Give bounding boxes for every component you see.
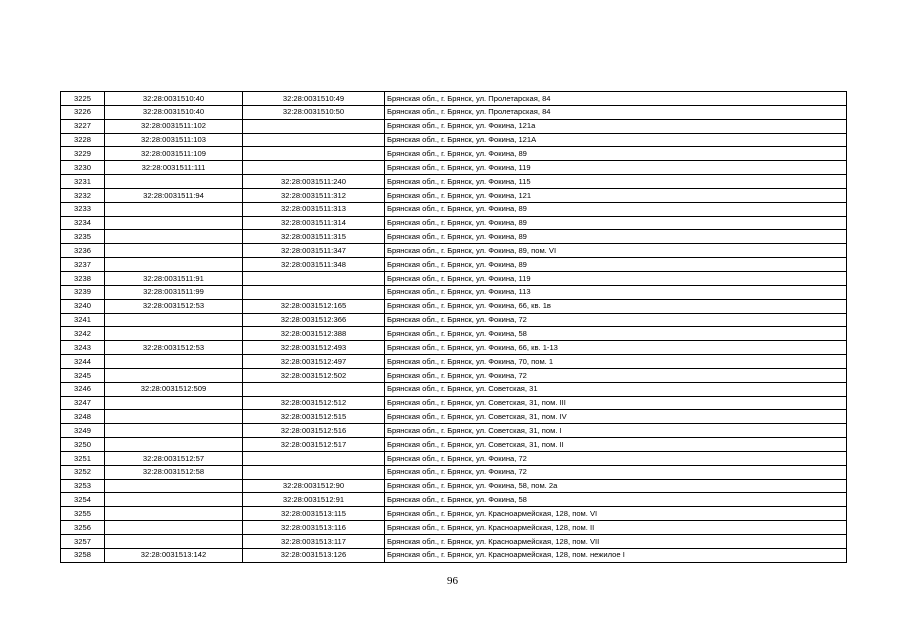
table-row xyxy=(61,258,847,272)
row-number-cell: 3226 xyxy=(61,105,105,119)
table-row xyxy=(61,382,847,396)
cadastral-number-cell: 32:28:0031511:312 xyxy=(243,188,385,202)
table-row xyxy=(61,548,847,562)
cadastral-number-cell: 32:28:0031512:512 xyxy=(243,396,385,410)
row-number-cell: 3245 xyxy=(61,368,105,382)
address-cell: Брянская обл., г. Брянск, ул. Фокина, 89 xyxy=(385,147,847,161)
address-cell: Брянская обл., г. Брянск, ул. Советская, 31, пом. IV xyxy=(385,410,847,424)
row-number-cell: 3230 xyxy=(61,161,105,175)
parent-cadastral-number-cell: 32:28:0031513:142 xyxy=(105,548,243,562)
parent-cadastral-number-cell xyxy=(105,355,243,369)
row-number-cell: 3234 xyxy=(61,216,105,230)
cadastral-number-cell xyxy=(243,161,385,175)
address-cell: Брянская обл., г. Брянск, ул. Красноармейская, 128, пом. нежилое I xyxy=(385,548,847,562)
cadastral-number-cell: 32:28:0031511:240 xyxy=(243,175,385,189)
parent-cadastral-number-cell: 32:28:0031510:40 xyxy=(105,105,243,119)
row-number-cell: 3252 xyxy=(61,465,105,479)
address-cell: Брянская обл., г. Брянск, ул. Фокина, 58, пом. 2а xyxy=(385,479,847,493)
cadastral-number-cell xyxy=(243,133,385,147)
cadastral-number-cell xyxy=(243,271,385,285)
table-row xyxy=(61,521,847,535)
table-row xyxy=(61,92,847,106)
row-number-cell: 3243 xyxy=(61,341,105,355)
parent-cadastral-number-cell: 32:28:0031511:94 xyxy=(105,188,243,202)
parent-cadastral-number-cell xyxy=(105,424,243,438)
row-number-cell: 3229 xyxy=(61,147,105,161)
parent-cadastral-number-cell xyxy=(105,313,243,327)
cadastral-number-cell: 32:28:0031512:366 xyxy=(243,313,385,327)
parent-cadastral-number-cell: 32:28:0031510:40 xyxy=(105,92,243,106)
parent-cadastral-number-cell xyxy=(105,521,243,535)
address-cell: Брянская обл., г. Брянск, ул. Фокина, 72 xyxy=(385,451,847,465)
cadastral-number-cell: 32:28:0031511:313 xyxy=(243,202,385,216)
cadastral-number-cell: 32:28:0031511:315 xyxy=(243,230,385,244)
page-number: 96 xyxy=(447,575,458,587)
cadastral-number-cell: 32:28:0031512:515 xyxy=(243,410,385,424)
table-row xyxy=(61,133,847,147)
address-cell: Брянская обл., г. Брянск, ул. Фокина, 72 xyxy=(385,465,847,479)
row-number-cell: 3233 xyxy=(61,202,105,216)
parent-cadastral-number-cell xyxy=(105,175,243,189)
row-number-cell: 3256 xyxy=(61,521,105,535)
cadastral-number-cell: 32:28:0031510:49 xyxy=(243,92,385,106)
row-number-cell: 3248 xyxy=(61,410,105,424)
parent-cadastral-number-cell: 32:28:0031512:57 xyxy=(105,451,243,465)
table-row xyxy=(61,327,847,341)
row-number-cell: 3232 xyxy=(61,188,105,202)
table-row xyxy=(61,313,847,327)
table-row xyxy=(61,535,847,549)
table-row xyxy=(61,465,847,479)
cadastral-number-cell: 32:28:0031513:116 xyxy=(243,521,385,535)
cadastral-number-cell: 32:28:0031512:91 xyxy=(243,493,385,507)
parent-cadastral-number-cell: 32:28:0031511:91 xyxy=(105,271,243,285)
parent-cadastral-number-cell xyxy=(105,396,243,410)
table-row xyxy=(61,271,847,285)
row-number-cell: 3257 xyxy=(61,535,105,549)
table-row xyxy=(61,175,847,189)
parent-cadastral-number-cell: 32:28:0031511:99 xyxy=(105,285,243,299)
cadastral-number-cell xyxy=(243,382,385,396)
row-number-cell: 3244 xyxy=(61,355,105,369)
table-row xyxy=(61,507,847,521)
row-number-cell: 3240 xyxy=(61,299,105,313)
cadastral-number-cell: 32:28:0031512:165 xyxy=(243,299,385,313)
address-cell: Брянская обл., г. Брянск, ул. Фокина, 119 xyxy=(385,161,847,175)
row-number-cell: 3251 xyxy=(61,451,105,465)
table-row xyxy=(61,396,847,410)
address-cell: Брянская обл., г. Брянск, ул. Советская, 31, пом. I xyxy=(385,424,847,438)
address-cell: Брянская обл., г. Брянск, ул. Фокина, 89, пом. VI xyxy=(385,244,847,258)
address-cell: Брянская обл., г. Брянск, ул. Фокина, 66, кв. 1в xyxy=(385,299,847,313)
cadastral-number-cell: 32:28:0031512:493 xyxy=(243,341,385,355)
table-row xyxy=(61,119,847,133)
table-row xyxy=(61,355,847,369)
address-cell: Брянская обл., г. Брянск, ул. Советская, 31, пом. III xyxy=(385,396,847,410)
address-cell: Брянская обл., г. Брянск, ул. Фокина, 121а xyxy=(385,119,847,133)
parent-cadastral-number-cell: 32:28:0031511:102 xyxy=(105,119,243,133)
cadastral-number-cell: 32:28:0031512:516 xyxy=(243,424,385,438)
table-row xyxy=(61,479,847,493)
row-number-cell: 3238 xyxy=(61,271,105,285)
parent-cadastral-number-cell xyxy=(105,493,243,507)
cadastral-number-cell: 32:28:0031511:347 xyxy=(243,244,385,258)
address-cell: Брянская обл., г. Брянск, ул. Фокина, 70, пом. 1 xyxy=(385,355,847,369)
parent-cadastral-number-cell xyxy=(105,479,243,493)
address-cell: Брянская обл., г. Брянск, ул. Пролетарская, 84 xyxy=(385,105,847,119)
table-row xyxy=(61,147,847,161)
table-row xyxy=(61,230,847,244)
parent-cadastral-number-cell: 32:28:0031512:53 xyxy=(105,299,243,313)
address-cell: Брянская обл., г. Брянск, ул. Фокина, 121 xyxy=(385,188,847,202)
parent-cadastral-number-cell: 32:28:0031511:111 xyxy=(105,161,243,175)
address-cell: Брянская обл., г. Брянск, ул. Фокина, 121А xyxy=(385,133,847,147)
address-cell: Брянская обл., г. Брянск, ул. Фокина, 115 xyxy=(385,175,847,189)
table-row xyxy=(61,105,847,119)
table-row xyxy=(61,451,847,465)
cadastral-number-cell xyxy=(243,285,385,299)
register-table-body xyxy=(61,92,847,563)
parent-cadastral-number-cell: 32:28:0031512:53 xyxy=(105,341,243,355)
cadastral-number-cell: 32:28:0031513:126 xyxy=(243,548,385,562)
address-cell: Брянская обл., г. Брянск, ул. Фокина, 72 xyxy=(385,368,847,382)
address-cell: Брянская обл., г. Брянск, ул. Фокина, 58 xyxy=(385,327,847,341)
cadastral-number-cell: 32:28:0031513:115 xyxy=(243,507,385,521)
address-cell: Брянская обл., г. Брянск, ул. Фокина, 113 xyxy=(385,285,847,299)
parent-cadastral-number-cell xyxy=(105,258,243,272)
row-number-cell: 3258 xyxy=(61,548,105,562)
parent-cadastral-number-cell: 32:28:0031511:109 xyxy=(105,147,243,161)
row-number-cell: 3250 xyxy=(61,438,105,452)
row-number-cell: 3246 xyxy=(61,382,105,396)
address-cell: Брянская обл., г. Брянск, ул. Фокина, 66, кв. 1-13 xyxy=(385,341,847,355)
address-cell: Брянская обл., г. Брянск, ул. Фокина, 119 xyxy=(385,271,847,285)
cadastral-number-cell: 32:28:0031512:90 xyxy=(243,479,385,493)
row-number-cell: 3254 xyxy=(61,493,105,507)
row-number-cell: 3228 xyxy=(61,133,105,147)
parent-cadastral-number-cell: 32:28:0031512:58 xyxy=(105,465,243,479)
parent-cadastral-number-cell xyxy=(105,230,243,244)
row-number-cell: 3225 xyxy=(61,92,105,106)
row-number-cell: 3253 xyxy=(61,479,105,493)
parent-cadastral-number-cell xyxy=(105,507,243,521)
parent-cadastral-number-cell xyxy=(105,438,243,452)
row-number-cell: 3255 xyxy=(61,507,105,521)
address-cell: Брянская обл., г. Брянск, ул. Красноармейская, 128, пом. VI xyxy=(385,507,847,521)
row-number-cell: 3242 xyxy=(61,327,105,341)
cadastral-number-cell: 32:28:0031510:50 xyxy=(243,105,385,119)
row-number-cell: 3249 xyxy=(61,424,105,438)
address-cell: Брянская обл., г. Брянск, ул. Фокина, 89 xyxy=(385,230,847,244)
cadastral-number-cell xyxy=(243,465,385,479)
table-row xyxy=(61,216,847,230)
row-number-cell: 3241 xyxy=(61,313,105,327)
parent-cadastral-number-cell xyxy=(105,244,243,258)
table-row xyxy=(61,161,847,175)
cadastral-number-cell: 32:28:0031512:517 xyxy=(243,438,385,452)
table-row xyxy=(61,299,847,313)
table-row xyxy=(61,244,847,258)
cadastral-number-cell xyxy=(243,147,385,161)
cadastral-number-cell: 32:28:0031512:388 xyxy=(243,327,385,341)
row-number-cell: 3239 xyxy=(61,285,105,299)
address-cell: Брянская обл., г. Брянск, ул. Красноармейская, 128, пом. VII xyxy=(385,535,847,549)
parent-cadastral-number-cell: 32:28:0031512:509 xyxy=(105,382,243,396)
cadastral-number-cell: 32:28:0031513:117 xyxy=(243,535,385,549)
parent-cadastral-number-cell xyxy=(105,216,243,230)
table-row xyxy=(61,202,847,216)
address-cell: Брянская обл., г. Брянск, ул. Фокина, 89 xyxy=(385,216,847,230)
table-row xyxy=(61,188,847,202)
cadastral-number-cell: 32:28:0031512:497 xyxy=(243,355,385,369)
address-cell: Брянская обл., г. Брянск, ул. Фокина, 72 xyxy=(385,313,847,327)
cadastral-number-cell: 32:28:0031512:502 xyxy=(243,368,385,382)
cadastral-number-cell: 32:28:0031511:348 xyxy=(243,258,385,272)
address-cell: Брянская обл., г. Брянск, ул. Красноармейская, 128, пом. II xyxy=(385,521,847,535)
cadastral-number-cell xyxy=(243,119,385,133)
row-number-cell: 3227 xyxy=(61,119,105,133)
cadastral-number-cell: 32:28:0031511:314 xyxy=(243,216,385,230)
table-row xyxy=(61,438,847,452)
parent-cadastral-number-cell xyxy=(105,535,243,549)
table-row xyxy=(61,368,847,382)
parent-cadastral-number-cell xyxy=(105,327,243,341)
address-cell: Брянская обл., г. Брянск, ул. Советская, 31 xyxy=(385,382,847,396)
parent-cadastral-number-cell xyxy=(105,368,243,382)
table-row xyxy=(61,493,847,507)
row-number-cell: 3231 xyxy=(61,175,105,189)
row-number-cell: 3247 xyxy=(61,396,105,410)
parent-cadastral-number-cell xyxy=(105,202,243,216)
address-cell: Брянская обл., г. Брянск, ул. Пролетарская, 84 xyxy=(385,92,847,106)
address-cell: Брянская обл., г. Брянск, ул. Советская, 31, пом. II xyxy=(385,438,847,452)
address-cell: Брянская обл., г. Брянск, ул. Фокина, 89 xyxy=(385,258,847,272)
parent-cadastral-number-cell xyxy=(105,410,243,424)
table-row xyxy=(61,285,847,299)
address-cell: Брянская обл., г. Брянск, ул. Фокина, 58 xyxy=(385,493,847,507)
table-row xyxy=(61,341,847,355)
row-number-cell: 3235 xyxy=(61,230,105,244)
cadastral-number-cell xyxy=(243,451,385,465)
register-table xyxy=(60,91,847,563)
address-cell: Брянская обл., г. Брянск, ул. Фокина, 89 xyxy=(385,202,847,216)
table-row xyxy=(61,424,847,438)
table-row xyxy=(61,410,847,424)
parent-cadastral-number-cell: 32:28:0031511:103 xyxy=(105,133,243,147)
row-number-cell: 3237 xyxy=(61,258,105,272)
row-number-cell: 3236 xyxy=(61,244,105,258)
